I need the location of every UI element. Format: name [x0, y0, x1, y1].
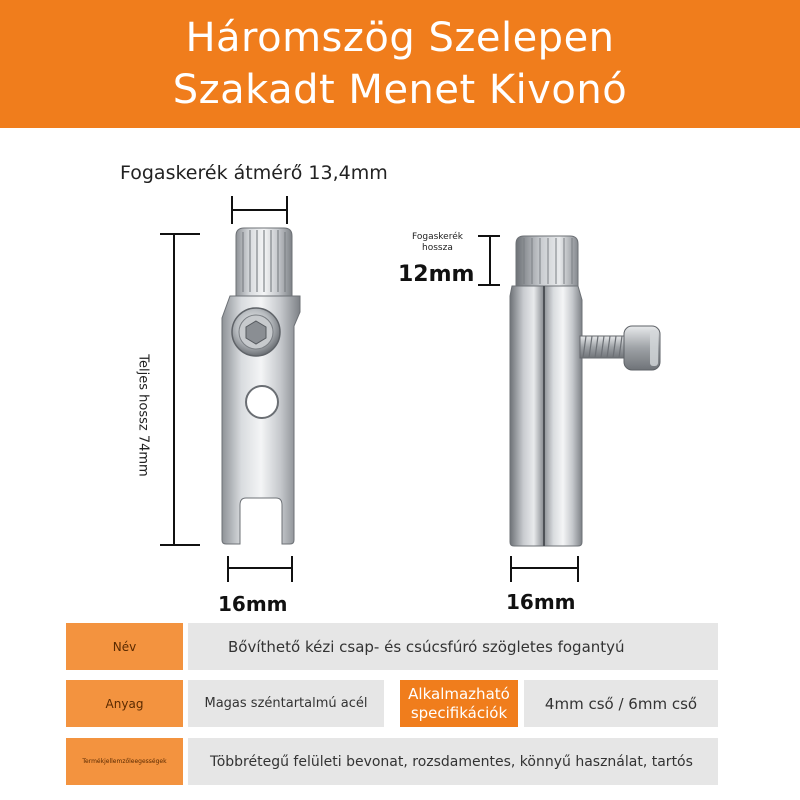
- spec-name-value: Bővíthető kézi csap- és csúcsfúró szögletes fogantyú: [188, 623, 718, 670]
- spec-applicable-label: [400, 680, 518, 727]
- side-view-part: [510, 236, 660, 546]
- spec-material-label: Anyag: [66, 680, 183, 727]
- spec-features-value: Többrétegű felületi bevonat, rozsdamentes, könnyű használat, tartós: [188, 738, 718, 785]
- gear-length-value: 12mm: [398, 262, 475, 287]
- title-line-1: Háromszög Szelepen: [185, 15, 615, 61]
- spec-name-label: Név: [66, 623, 183, 670]
- front-view-part: [222, 228, 300, 544]
- spec-applicable-value: 4mm cső / 6mm cső: [524, 680, 718, 727]
- total-length-label: Teljes hossz 74mm: [135, 354, 151, 477]
- gear-length-label-line2: hossza: [422, 243, 453, 253]
- width-right-label: 16mm: [506, 590, 576, 614]
- spec-features-label: Termékjellemzőleegességek: [66, 738, 183, 785]
- gear-length-label-line1: Fogaskerék: [412, 232, 463, 242]
- title-line-2: Szakadt Menet Kivonó: [172, 67, 628, 113]
- spec-material-value: Magas széntartalmú acél: [188, 680, 384, 727]
- spec-applicable-label-line2: specifikációk: [410, 703, 508, 722]
- spec-applicable-label-line1: Alkalmazható: [408, 684, 510, 703]
- gear-diameter-label: Fogaskerék átmérő 13,4mm: [120, 162, 388, 184]
- width-left-label: 16mm: [218, 592, 288, 616]
